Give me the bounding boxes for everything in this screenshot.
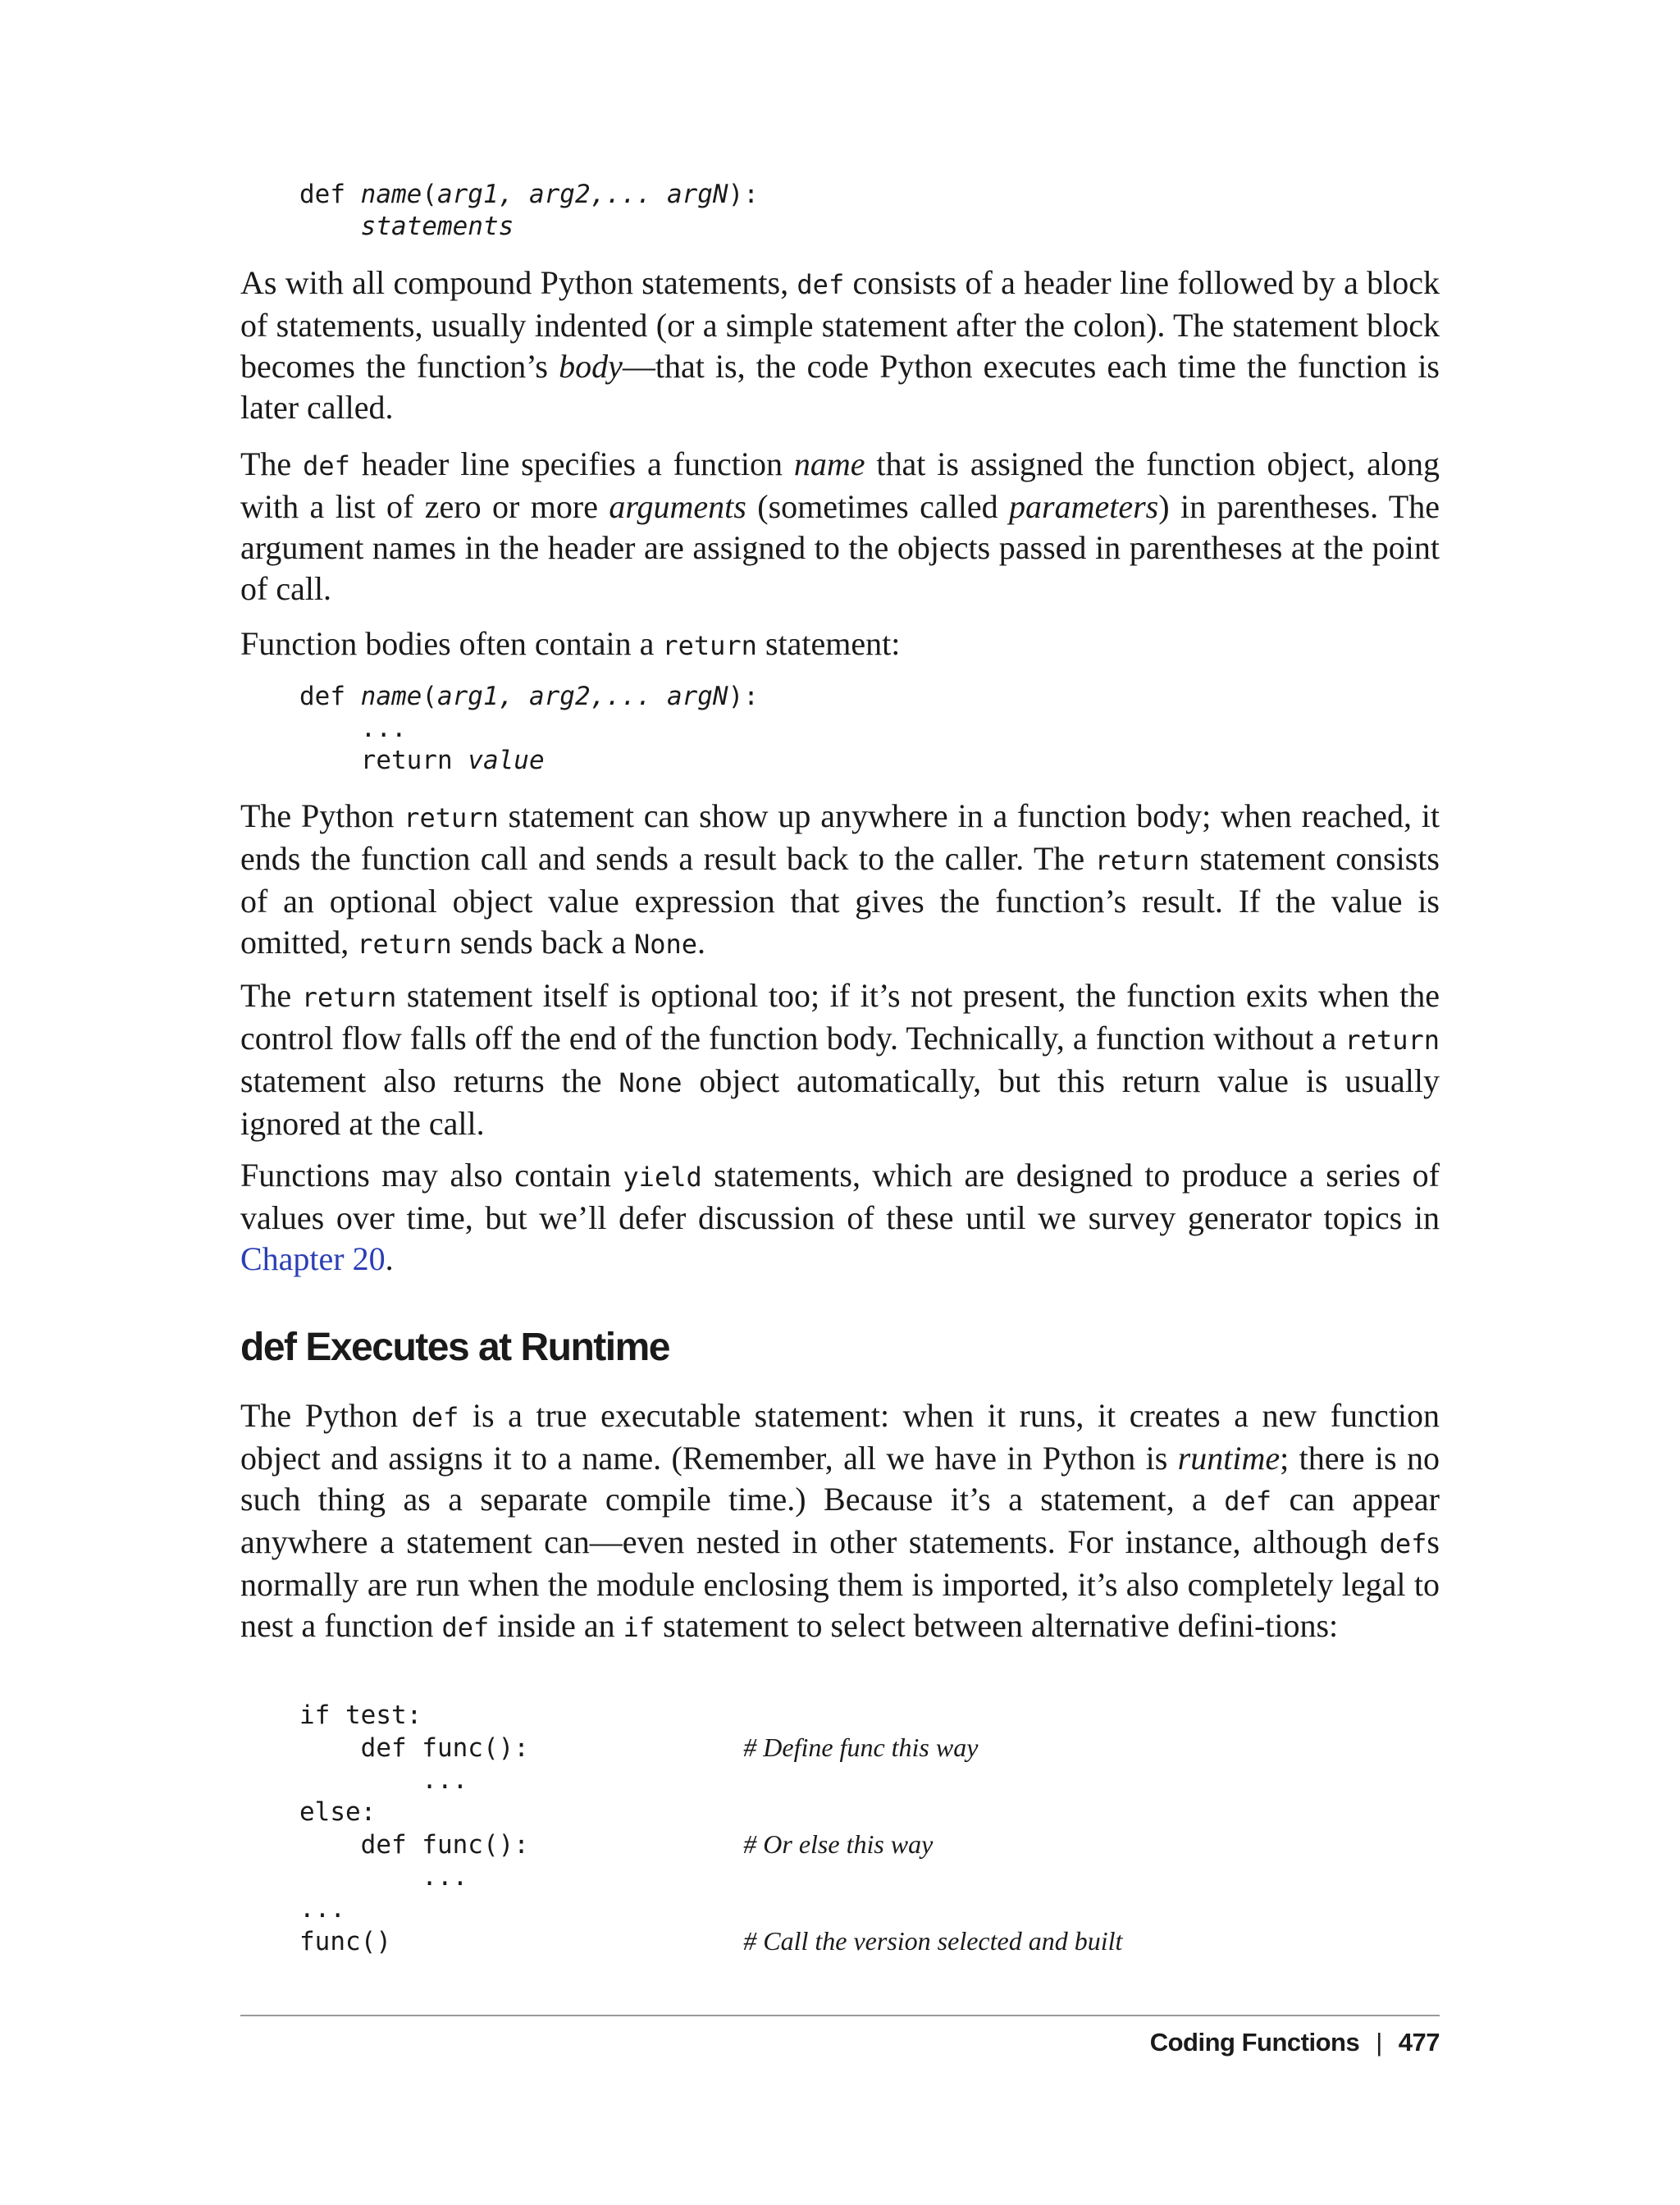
footer-separator: |	[1376, 2028, 1382, 2057]
paragraph-return-intro: Function bodies often contain a return statement:	[240, 625, 901, 662]
code-block-def-syntax: def name(arg1, arg2,... argN): statements	[299, 180, 759, 241]
code-comment: # Define func this way	[743, 1732, 979, 1762]
footer-section-title: Coding Functions	[1149, 2028, 1360, 2057]
chapter-20-link[interactable]: Chapter 20	[240, 1240, 386, 1277]
paragraph-yield: Functions may also contain yield statements, which are designed to produce a series of values over time, but we’ll defer discussion of these until we survey generator topics in Chapter 20.	[240, 1157, 1440, 1277]
code-block-conditional-def: if test: def func(): # Define func this way ... else: def func(): # Or else this way ... ... func() # Call the version selected and built	[299, 1701, 1123, 1956]
page-number: 477	[1398, 2028, 1440, 2057]
paragraph-return-statement: The Python return statement can show up anywhere in a function body; when reached, it ends the function call and sends a result back to the caller. The return statement consists of an optional object value expression that gives the function’s result. If the value is omitted, return sends back a None.	[240, 797, 1440, 961]
code-name: name	[360, 180, 422, 209]
code-comment: # Call the version selected and built	[743, 1926, 1123, 1956]
code-args: arg1, arg2,... argN	[436, 180, 728, 209]
section-heading: def Executes at Runtime	[240, 1326, 669, 1369]
code-block-return-syntax: def name(arg1, arg2,... argN): ... return value	[299, 682, 759, 775]
code-statements: statements	[360, 212, 514, 241]
paragraph-compound-statements: As with all compound Python statements, def consists of a header line followed by a block of statements, usually indented (or a simple statement after the colon). The statement block becomes the function’s body—that is, the code Python executes each time the function is later called.	[240, 264, 1440, 426]
paragraph-return-optional: The return statement itself is optional too; if it’s not present, the function exits when the control flow falls off the end of the function body. Technically, a function without a return statement also returns the None object automatically, but this return value is usually ignored at the call.	[240, 977, 1440, 1142]
paragraph-def-runtime: The Python def is a true executable statement: when it runs, it creates a new function object and assigns it to a name. (Remember, all we have in Python is runtime; there is no such thing as a separate compile time.) Because it’s a statement, a def can appear anywhere a statement can—even nested in other statements. For instance, although defs normally are run when the module enclosing them is imported, it’s also completely legal to nest a function def inside an if statement to select between alternative defini-tions:	[240, 1397, 1440, 1644]
code-comment: # Or else this way	[743, 1829, 934, 1859]
page-footer	[1150, 2028, 1440, 2057]
code-keyword: def	[299, 180, 361, 209]
paragraph-def-header: The def header line specifies a function name that is assigned the function object, along with a list of zero or more arguments (sometimes called parameters) in parentheses. The argument names in the header are assigned to the objects passed in parentheses at the point of call.	[240, 445, 1440, 607]
footer-divider	[240, 2015, 1440, 2016]
